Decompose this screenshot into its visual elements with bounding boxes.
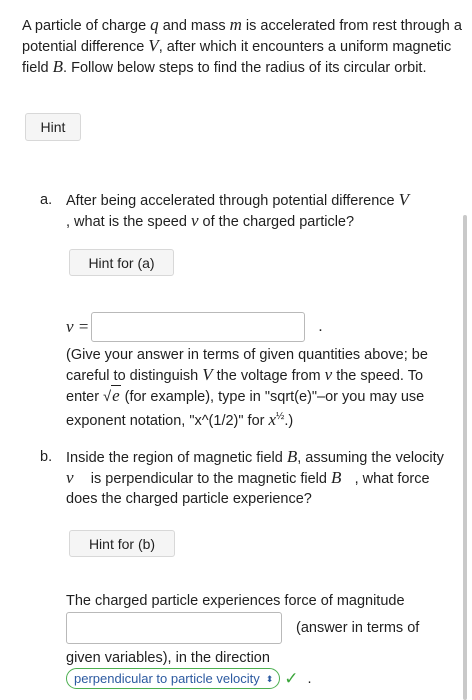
speed-input[interactable] (91, 312, 305, 342)
direction-value: perpendicular to particle velocity (74, 670, 260, 686)
part-b-text: Inside the region of magnetic field B, assuming the velocity v⃗ is perpendicular to the magnetic field B⃗, what force does the charged particle experience? (66, 447, 444, 507)
part-a-marker: a. (40, 192, 53, 208)
math-q: q (150, 15, 159, 34)
sqrt-e: √e (103, 386, 120, 405)
hint-b-button[interactable]: Hint for (b) (69, 530, 175, 557)
part-b-question (40, 447, 455, 509)
hint-a-button[interactable]: Hint for (a) (69, 249, 174, 276)
speed-answer-row (66, 312, 323, 342)
force-answer-text: The charged particle experiences force of magnitude (66, 593, 405, 609)
speed-period: . (318, 318, 323, 335)
magnitude-note: (answer in terms of (296, 620, 420, 636)
scrollbar[interactable] (463, 215, 467, 700)
magnitude-row (66, 612, 419, 644)
part-a-question (40, 190, 455, 232)
direction-text: given variables), in the direction (66, 650, 270, 666)
part-a-text: After being accelerated through potential difference V , what is the speed v of the charged particle? (66, 190, 410, 230)
direction-row (66, 668, 312, 689)
math-V: V (148, 36, 159, 55)
problem-intro: A particle of charge q and mass m is accelerated from rest through a potential difference V, after which it encounters a uniform magnetic field B. Follow below steps to find the radius of its circular orbit. (22, 15, 462, 76)
hint-button[interactable]: Hint (25, 113, 81, 141)
chevron-updown-icon: ⬍ (265, 673, 274, 684)
math-m: m (229, 15, 242, 34)
direction-period: . (307, 670, 312, 687)
magnitude-input[interactable] (66, 612, 282, 644)
direction-select[interactable] (66, 668, 280, 689)
speed-label: v = (66, 317, 90, 336)
math-B: B (52, 57, 64, 76)
part-b-marker: b. (40, 449, 53, 465)
part-a-note: (Give your answer in terms of given quantities above; be careful to distinguish V the voltage from v the speed. To enter √e (for example), type in "sqrt(e)"–or you may use exponent notation, "x^(1/2)" for $x^{\frac{1}{2}}$.) (66, 347, 428, 429)
check-icon: ✓ (284, 668, 299, 688)
